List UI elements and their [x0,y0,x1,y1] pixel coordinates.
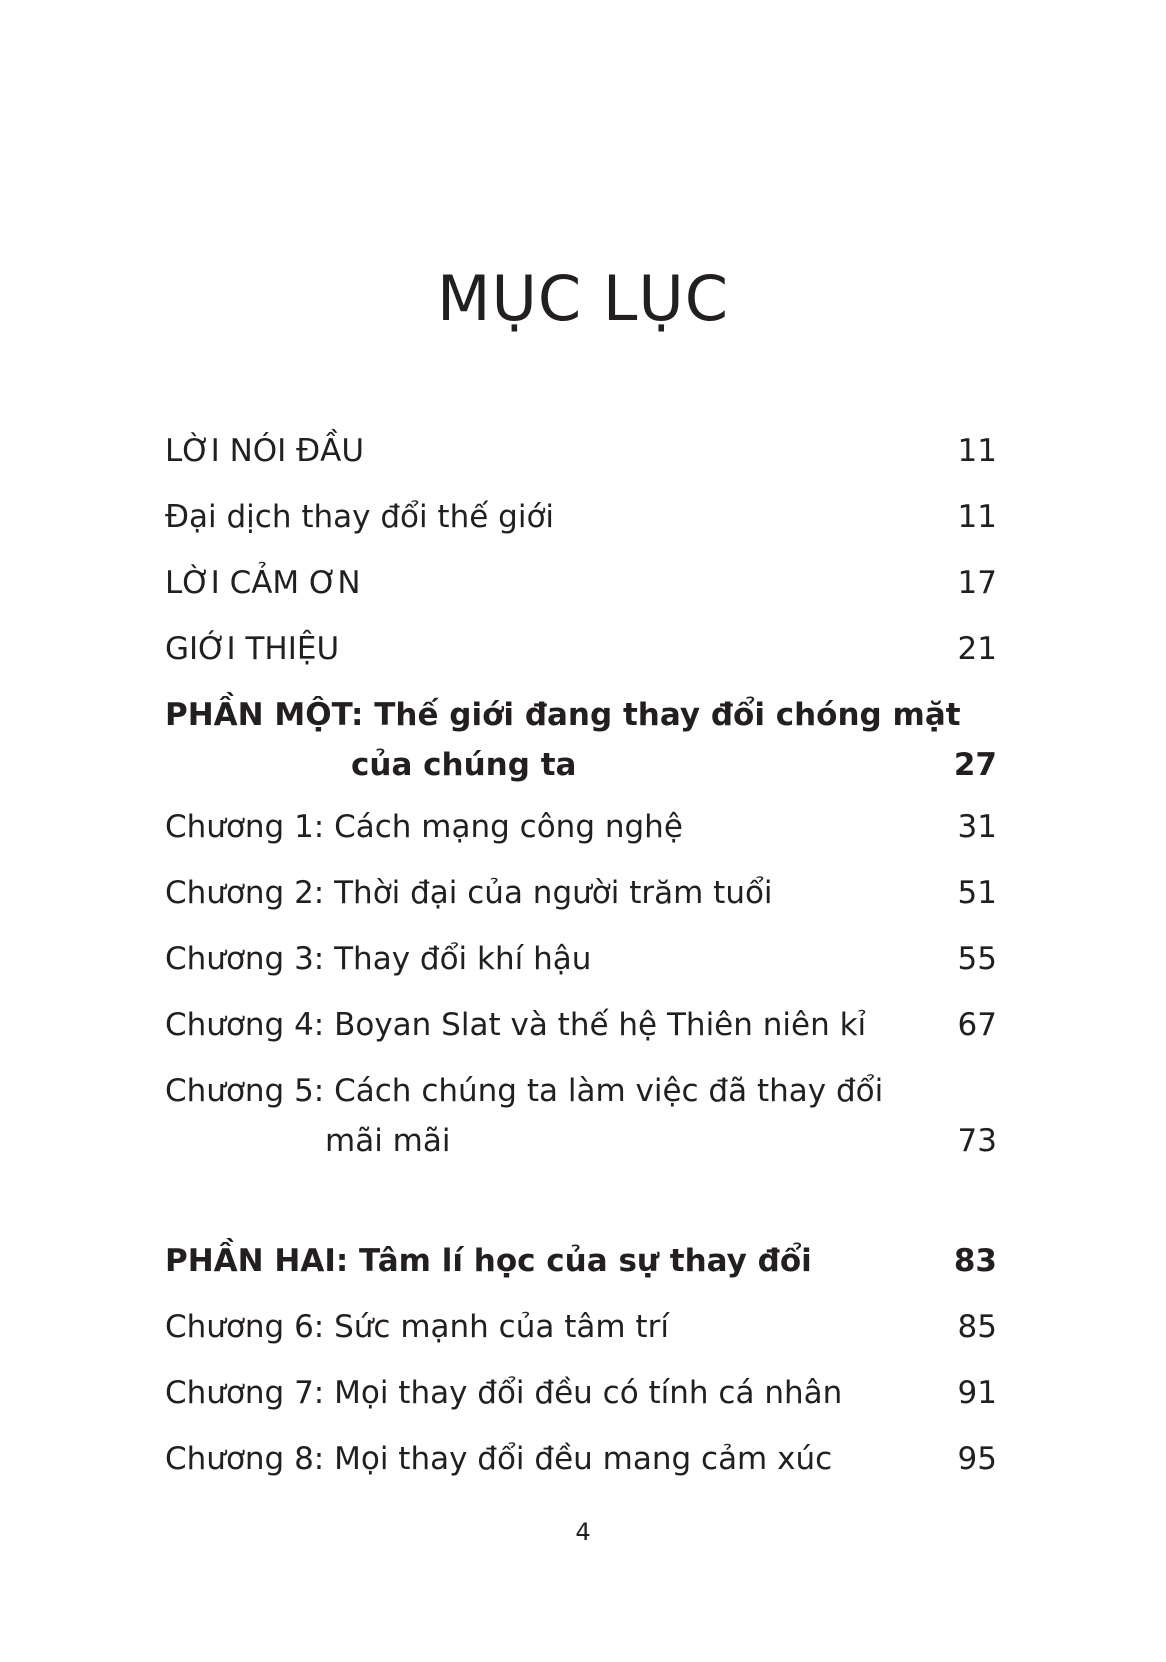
toc-entry-page: 85 [957,1309,997,1345]
toc-entry-page: 11 [957,433,997,469]
toc-entry-chuong-1[interactable] [165,794,997,860]
toc-entry-title: Thế giới đang thay đổi chóng mặt [374,697,961,733]
toc-entry-label: LỜI CẢM ƠN [165,565,361,601]
toc-entry-gioi-thieu[interactable] [165,616,997,682]
toc-entry-page: 17 [957,565,997,601]
toc-entry-label: Chương 7: Mọi thay đổi đều có tính cá nhân [165,1375,843,1411]
table-of-contents [165,418,997,1492]
toc-entry-chuong-7[interactable] [165,1360,997,1426]
toc-entry-label: Đại dịch thay đổi thế giới [165,499,555,535]
toc-entry-page: 67 [957,1007,997,1043]
page-number: 4 [575,1518,591,1546]
toc-entry-label: GIỚI THIỆU [165,631,340,667]
toc-entry-label-line1 [165,1058,883,1124]
toc-entry-title: Cách chúng ta làm việc đã thay đổi [334,1073,884,1109]
toc-entry-label: Chương 8: Mọi thay đổi đều mang cảm xúc [165,1441,833,1477]
toc-entry-label: Chương 4: Boyan Slat và thế hệ Thiên niên kỉ [165,1007,867,1043]
toc-entry-page: 95 [957,1441,997,1477]
toc-entry-page: 55 [957,941,997,977]
toc-entry-chuong-8[interactable] [165,1426,997,1492]
toc-entry-page: 73 [957,1123,997,1159]
toc-entry-loi-cam-on[interactable] [165,550,997,616]
toc-entry-phan-mot[interactable] [165,682,997,794]
toc-entry-page: 11 [957,499,997,535]
toc-entry-page: 31 [957,809,997,845]
toc-entry-label: Chương 6: Sức mạnh của tâm trí [165,1309,669,1345]
toc-entry-prefix: PHẦN MỘT: [165,697,364,733]
toc-entry-label-line2: mãi mãi [325,1123,451,1159]
toc-entry-page: 21 [957,631,997,667]
toc-entry-prefix: Chương 5: [165,1073,325,1109]
toc-entry-page: 91 [957,1375,997,1411]
toc-entry-dai-dich[interactable] [165,484,997,550]
page-title: MỤC LỤC [436,262,730,335]
toc-entry-label: PHẦN HAI: Tâm lí học của sự thay đổi [165,1243,812,1279]
toc-entry-label: Chương 1: Cách mạng công nghệ [165,809,683,845]
toc-entry-chuong-3[interactable] [165,926,997,992]
toc-entry-label: Chương 2: Thời đại của người trăm tuổi [165,875,773,911]
toc-entry-chuong-4[interactable] [165,992,997,1058]
toc-entry-phan-hai[interactable] [165,1228,997,1294]
toc-entry-loi-noi-dau[interactable] [165,418,997,484]
toc-entry-chuong-6[interactable] [165,1294,997,1360]
toc-entry-label: LỜI NÓI ĐẦU [165,433,365,469]
toc-entry-page: 27 [953,747,997,783]
toc-entry-label: Chương 3: Thay đổi khí hậu [165,941,592,977]
toc-entry-page: 51 [957,875,997,911]
toc-entry-chuong-2[interactable] [165,860,997,926]
toc-entry-label-line2: của chúng ta [351,747,577,783]
section-spacer [165,1170,997,1228]
toc-entry-chuong-5[interactable] [165,1058,997,1170]
toc-entry-page: 83 [953,1243,997,1279]
